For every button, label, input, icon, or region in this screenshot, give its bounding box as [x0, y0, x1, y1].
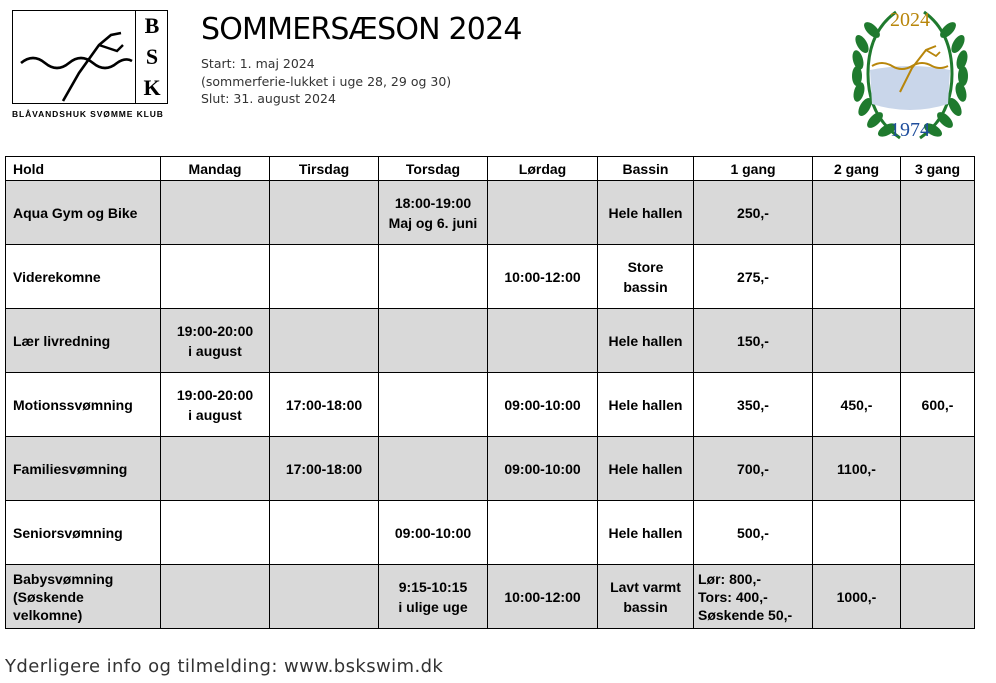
- cell-2-gang: 450,-: [813, 373, 901, 437]
- cell-1-gang: 350,-: [694, 373, 813, 437]
- cell-3-gang: [901, 565, 975, 629]
- logo-letter: B: [144, 13, 160, 39]
- cell-lordag: [488, 501, 598, 565]
- cell-hold: Motionssvømning: [6, 373, 161, 437]
- col-header-bassin: Bassin: [598, 157, 694, 181]
- col-header-3-gang: 3 gang: [901, 157, 975, 181]
- cell-2-gang: 1100,-: [813, 437, 901, 501]
- cell-hold: Viderekomne: [6, 245, 161, 309]
- col-header-1-gang: 1 gang: [694, 157, 813, 181]
- cell-3-gang: [901, 437, 975, 501]
- logo-frame: [12, 10, 168, 104]
- cell-bassin: Hele hallen: [598, 501, 694, 565]
- table-row: [6, 309, 975, 373]
- cell-mandag: [161, 245, 270, 309]
- table-row: [6, 181, 975, 245]
- cell-tirsdag: [270, 309, 379, 373]
- cell-lordag: 09:00-10:00: [488, 373, 598, 437]
- table-row: [6, 501, 975, 565]
- season-end: Slut: 31. august 2024: [201, 91, 336, 106]
- cell-lordag: [488, 181, 598, 245]
- cell-lordag: 10:00-12:00: [488, 245, 598, 309]
- cell-hold: Familiesvømning: [6, 437, 161, 501]
- swimmer-icon: [19, 23, 134, 103]
- col-header-2-gang: 2 gang: [813, 157, 901, 181]
- emblem-top-year: 2024: [890, 9, 930, 31]
- cell-bassin: Lavt varmt bassin: [598, 565, 694, 629]
- cell-tirsdag: 17:00-18:00: [270, 373, 379, 437]
- club-name: BLÅVANDSHUK SVØMME KLUB: [12, 109, 164, 119]
- cell-mandag: 19:00-20:00 i august: [161, 373, 270, 437]
- cell-2-gang: 1000,-: [813, 565, 901, 629]
- logo-letters: [136, 11, 168, 103]
- cell-tirsdag: 17:00-18:00: [270, 437, 379, 501]
- cell-lordag: [488, 309, 598, 373]
- cell-1-gang: 150,-: [694, 309, 813, 373]
- table-row: [6, 565, 975, 629]
- cell-torsdag: 9:15-10:15 i ulige uge: [379, 565, 488, 629]
- cell-3-gang: [901, 309, 975, 373]
- cell-2-gang: [813, 309, 901, 373]
- cell-hold: Babysvømning (Søskende velkomne): [6, 565, 161, 629]
- cell-3-gang: [901, 245, 975, 309]
- cell-1-gang: 700,-: [694, 437, 813, 501]
- anniversary-emblem: [840, 4, 980, 144]
- cell-1-gang: 500,-: [694, 501, 813, 565]
- cell-1-gang: 275,-: [694, 245, 813, 309]
- page-title: SOMMERSÆSON 2024: [201, 12, 522, 47]
- cell-mandag: [161, 565, 270, 629]
- cell-bassin: Store bassin: [598, 245, 694, 309]
- cell-torsdag: [379, 245, 488, 309]
- cell-2-gang: [813, 501, 901, 565]
- footer-info: Yderligere info og tilmelding: www.bskswim.dk: [5, 656, 444, 677]
- cell-torsdag: [379, 309, 488, 373]
- table-row: [6, 373, 975, 437]
- cell-bassin: Hele hallen: [598, 373, 694, 437]
- table-row: [6, 245, 975, 309]
- cell-hold: Seniorsvømning: [6, 501, 161, 565]
- cell-tirsdag: [270, 181, 379, 245]
- cell-torsdag: [379, 437, 488, 501]
- season-info: [201, 55, 451, 108]
- cell-3-gang: [901, 181, 975, 245]
- cell-1-gang: 250,-: [694, 181, 813, 245]
- cell-hold: Lær livredning: [6, 309, 161, 373]
- season-note: (sommerferie-lukket i uge 28, 29 og 30): [201, 73, 452, 89]
- cell-1-gang: Lør: 800,- Tors: 400,- Søskende 50,-: [694, 565, 813, 629]
- col-header-hold: Hold: [6, 157, 161, 181]
- cell-3-gang: 600,-: [901, 373, 975, 437]
- cell-tirsdag: [270, 501, 379, 565]
- season-start: Start: 1. maj 2024: [201, 56, 315, 71]
- cell-bassin: Hele hallen: [598, 181, 694, 245]
- club-logo: [10, 8, 170, 120]
- cell-bassin: Hele hallen: [598, 309, 694, 373]
- cell-2-gang: [813, 181, 901, 245]
- logo-letter: S: [145, 43, 159, 69]
- cell-torsdag: [379, 373, 488, 437]
- table-header-row: [6, 157, 975, 181]
- col-header-lordag: Lørdag: [488, 157, 598, 181]
- col-header-mandag: Mandag: [161, 157, 270, 181]
- cell-torsdag: 09:00-10:00: [379, 501, 488, 565]
- cell-mandag: [161, 181, 270, 245]
- cell-lordag: 09:00-10:00: [488, 437, 598, 501]
- table-row: [6, 437, 975, 501]
- schedule-table: [5, 156, 975, 629]
- cell-mandag: [161, 437, 270, 501]
- col-header-tirsdag: Tirsdag: [270, 157, 379, 181]
- cell-hold: Aqua Gym og Bike: [6, 181, 161, 245]
- cell-mandag: [161, 501, 270, 565]
- emblem-bottom-year: 1974: [890, 119, 930, 141]
- logo-letter: K: [143, 74, 161, 100]
- cell-tirsdag: [270, 245, 379, 309]
- cell-bassin: Hele hallen: [598, 437, 694, 501]
- cell-tirsdag: [270, 565, 379, 629]
- col-header-torsdag: Torsdag: [379, 157, 488, 181]
- cell-torsdag: 18:00-19:00 Maj og 6. juni: [379, 181, 488, 245]
- cell-mandag: 19:00-20:00 i august: [161, 309, 270, 373]
- cell-2-gang: [813, 245, 901, 309]
- cell-lordag: 10:00-12:00: [488, 565, 598, 629]
- cell-3-gang: [901, 501, 975, 565]
